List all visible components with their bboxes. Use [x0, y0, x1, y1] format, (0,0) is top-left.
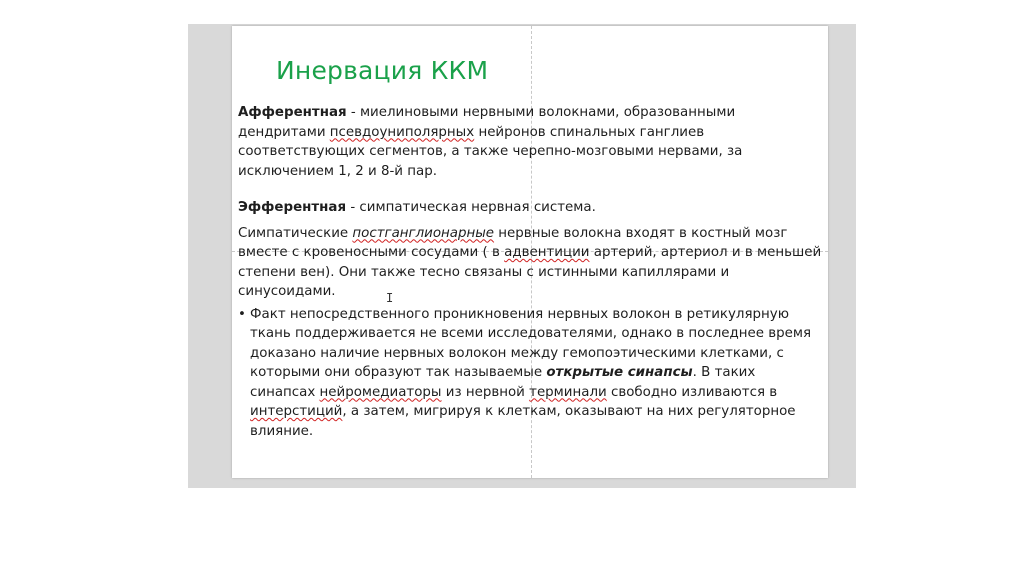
- bullet-text-2: . В таких синапсах: [250, 365, 756, 400]
- efferent-term: Эфферентная: [238, 200, 347, 215]
- bullet-text-4: свободно изливаются в: [606, 384, 778, 400]
- afferent-text-1: - миелиновыми нервными волокнами, образованными дендритами: [238, 105, 736, 140]
- efferent-text: - симпатическая нервная система.: [346, 200, 596, 215]
- efferent-paragraph: [238, 198, 822, 218]
- sympathetic-text-3: артерий, артериол и в меньшей степени вен). Они также тесно связаны с истинными капиллярами и синусоидами.: [238, 245, 822, 299]
- spellcheck-word: интерстиций: [250, 404, 343, 419]
- bullet-icon: •: [238, 306, 246, 322]
- spellcheck-word: терминали: [529, 384, 607, 400]
- slide[interactable]: [232, 26, 828, 478]
- bullet-emphasis: открытые синапсы: [546, 365, 693, 380]
- spellcheck-word: псевдоуниполярных: [329, 124, 475, 140]
- slide-title[interactable]: Инервация ККМ: [276, 56, 489, 85]
- afferent-text-2: нейронов спинальных ганглиев соответствующих сегментов, а также черепно-мозговыми нервами, за исключением 1, 2 и 8-й пар.: [238, 124, 743, 179]
- slide-body-textbox[interactable]: [238, 103, 822, 441]
- editor-canvas: [188, 24, 856, 488]
- afferent-paragraph: [238, 103, 822, 181]
- text-cursor-icon: I: [386, 291, 394, 305]
- spellcheck-word: нейромедиаторы: [319, 384, 442, 400]
- sympathetic-text-1: Симпатические: [238, 225, 353, 241]
- bullet-paragraph: [250, 305, 822, 442]
- sympathetic-paragraph: [238, 224, 822, 302]
- bullet-item: [238, 305, 822, 442]
- bullet-text-3: из нервной: [441, 384, 530, 400]
- spellcheck-word: постганглионарные: [352, 225, 495, 241]
- spellcheck-word: адвентиции: [504, 245, 590, 260]
- bullet-text-5: , а затем, мигрируя к клеткам, оказывают на них регуляторное влияние.: [250, 404, 796, 439]
- sympathetic-text-2: нервные волокна входят в костный мозг вместе с кровеносными сосудами ( в: [238, 225, 788, 260]
- bullet-text-1: Факт непосредственного проникновения нервных волокон в ретикулярную ткань поддерживается не всеми исследователями, однако в последнее время доказано наличие нервных волокон между гемопоэтическими клетками, с которыми они образуют так называемые: [250, 306, 812, 380]
- afferent-term: Афферентная: [238, 105, 347, 120]
